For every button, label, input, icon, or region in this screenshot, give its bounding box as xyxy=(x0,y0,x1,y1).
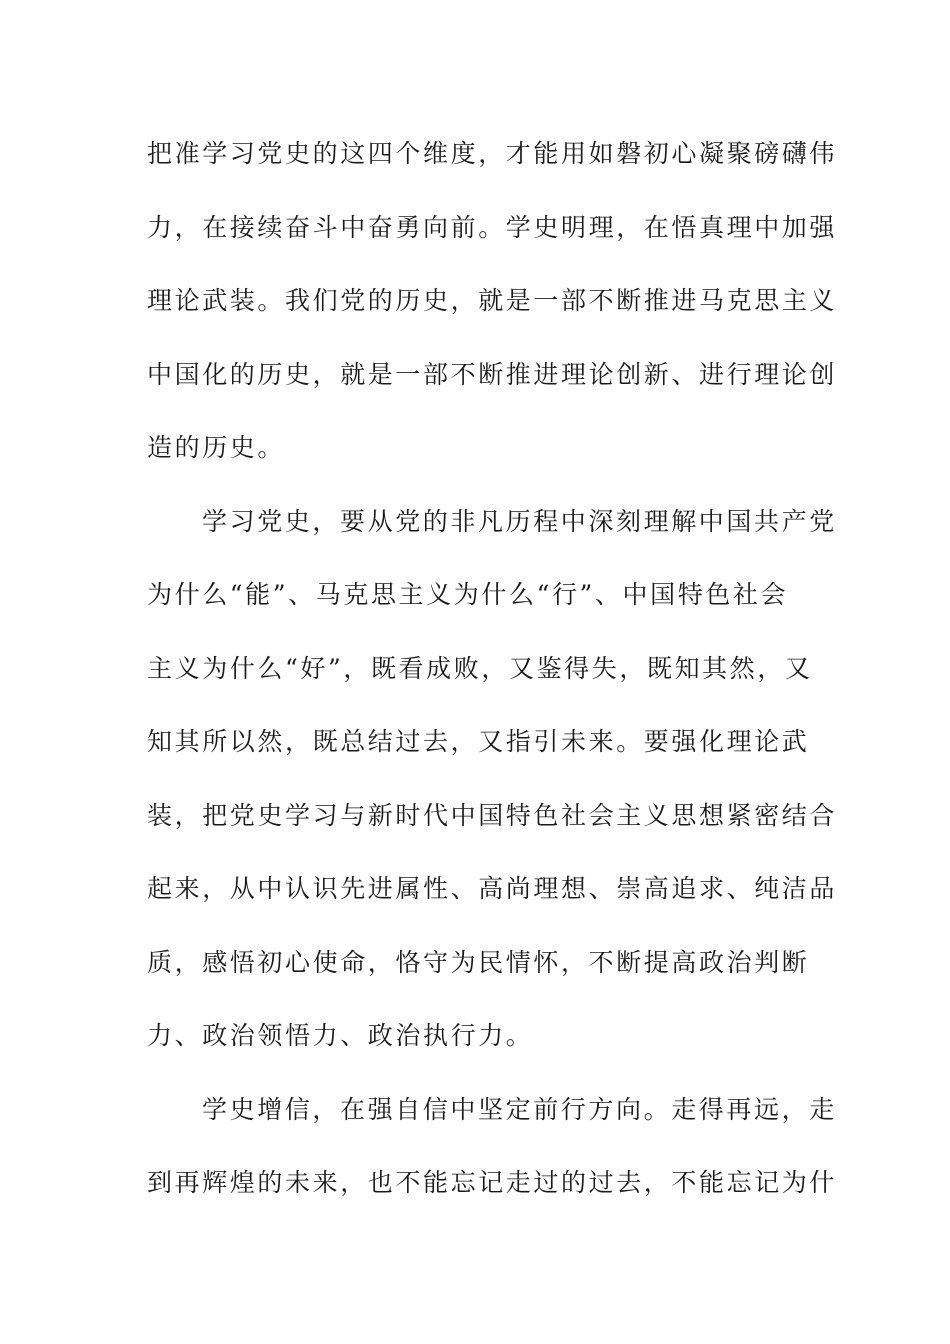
text-line: 到再辉煌的未来，也不能忘记走过的过去，不能忘记为什 xyxy=(147,1168,838,1197)
text-line: 力，在接续奋斗中奋勇向前。学史明理，在悟真理中加强 xyxy=(147,212,838,242)
text-line: 把准学习党史的这四个维度，才能用如磐初心凝聚磅礴伟 xyxy=(147,139,838,168)
text-line: 为什么“能”、马克思主义为什么“行”、中国特色社会 xyxy=(147,580,789,609)
text-line: 中国化的历史，就是一部不断推进理论创新、进行理论创 xyxy=(147,359,838,389)
text-line: 装，把党史学习与新时代中国特色社会主义思想紧密结合 xyxy=(147,800,838,830)
text-line: 造的历史。 xyxy=(147,433,286,462)
text-line: 理论武装。我们党的历史，就是一部不断推进马克思主义 xyxy=(147,286,838,315)
paragraph-start-line: 学习党史，要从党的非凡历程中深刻理解中国共产党 xyxy=(202,506,837,536)
text-line: 质，感悟初心使命，恪守为民情怀，不断提高政治判断 xyxy=(147,947,810,977)
paragraph-start-line: 学史增信，在强自信中坚定前行方向。走得再远，走 xyxy=(202,1094,837,1124)
text-line: 知其所以然，既总结过去，又指引未来。要强化理论武 xyxy=(147,727,810,756)
text-line: 起来，从中认识先进属性、高尚理想、崇高追求、纯洁品 xyxy=(147,874,838,903)
document-body xyxy=(147,130,838,1233)
text-line: 力、政治领悟力、政治执行力。 xyxy=(147,1021,534,1050)
text-line: 主义为什么“好”，既看成败，又鉴得失，既知其然，又 xyxy=(147,653,813,683)
